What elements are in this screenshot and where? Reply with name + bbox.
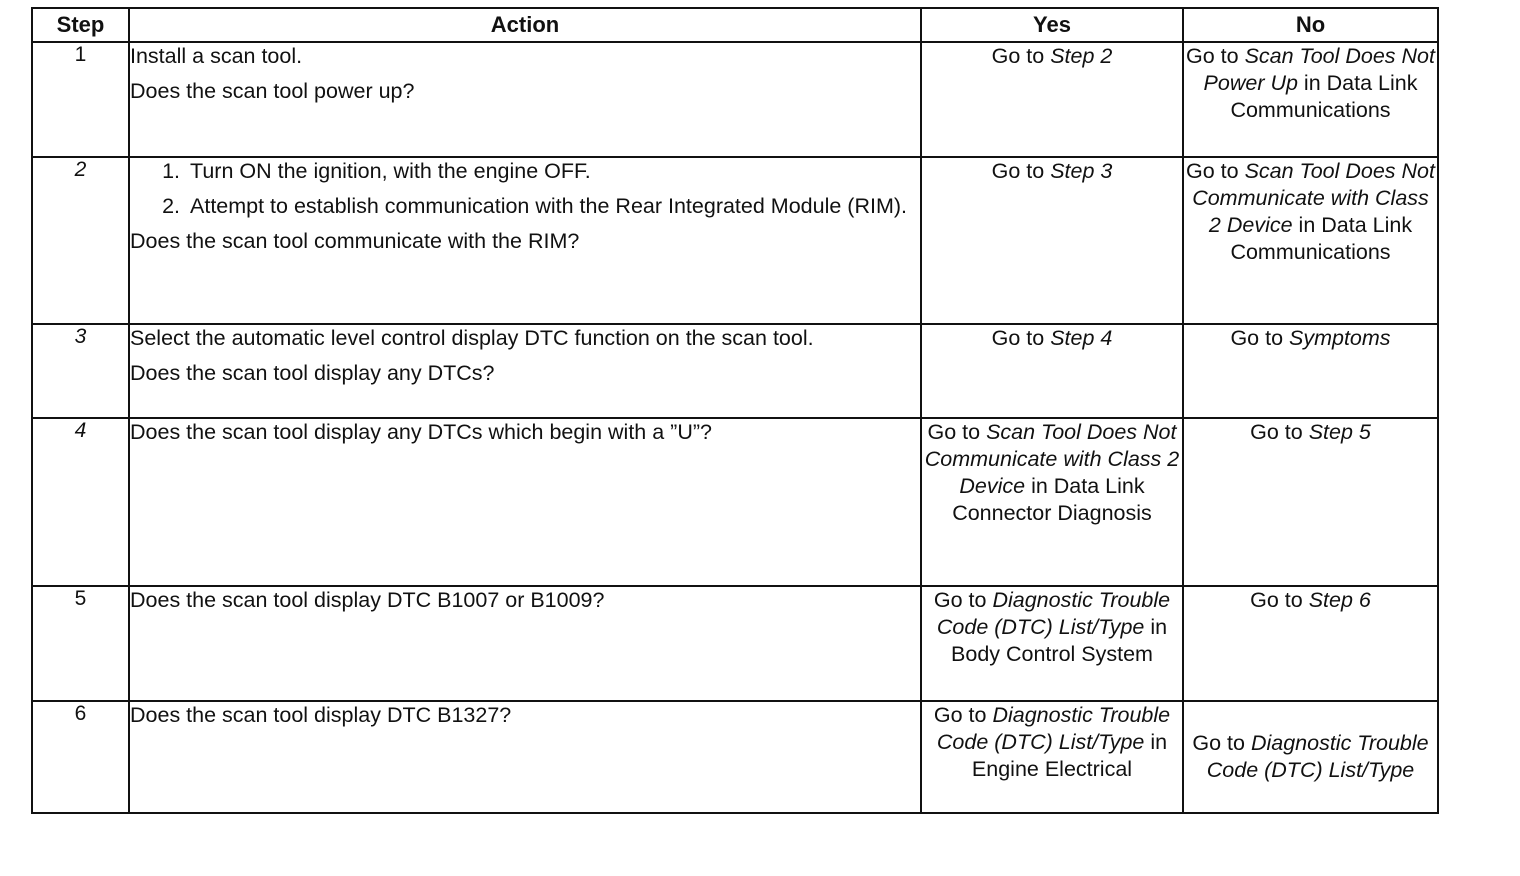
step-number: 6	[32, 701, 129, 813]
header-step: Step	[32, 8, 129, 42]
no-suffix: in Data Link Communications	[1230, 213, 1413, 264]
yes-link[interactable]: Step 3	[1050, 159, 1113, 183]
yes-suffix: in Engine Electrical	[971, 730, 1168, 781]
step-number: 1	[32, 42, 129, 157]
action-text: Select the automatic level control display DTC function on the scan tool.	[130, 326, 814, 350]
yes-suffix: in Body Control System	[951, 615, 1168, 666]
yes-prefix: Go to	[991, 326, 1051, 350]
no-cell	[1183, 701, 1438, 813]
no-link[interactable]: Diagnostic Trouble Code (DTC) List/Type	[1206, 731, 1429, 782]
header-row	[32, 8, 1438, 42]
no-cell	[1183, 324, 1438, 418]
no-prefix: Go to	[1186, 44, 1245, 68]
yes-cell	[921, 157, 1183, 324]
no-cell	[1183, 42, 1438, 157]
yes-prefix: Go to	[933, 588, 993, 612]
no-link[interactable]: Scan Tool Does Not Power Up	[1203, 44, 1435, 95]
action-cell	[129, 324, 921, 418]
header-no: No	[1183, 8, 1438, 42]
action-steps-list	[130, 158, 920, 220]
yes-cell	[921, 586, 1183, 701]
yes-prefix: Go to	[927, 420, 987, 444]
action-question: Does the scan tool display DTC B1007 or B1009?	[130, 588, 605, 612]
no-link[interactable]: Step 6	[1308, 588, 1371, 612]
header-action: Action	[129, 8, 921, 42]
yes-link[interactable]: Scan Tool Does Not Communicate with Class 2 Device	[924, 420, 1180, 498]
diagnostic-table	[31, 7, 1439, 814]
table-row	[32, 418, 1438, 586]
no-prefix: Go to	[1250, 420, 1309, 444]
action-question: Does the scan tool display DTC B1327?	[130, 703, 512, 727]
no-prefix: Go to	[1186, 159, 1245, 183]
yes-link[interactable]: Diagnostic Trouble Code (DTC) List/Type	[936, 703, 1171, 754]
step-number: 4	[32, 418, 129, 586]
no-cell	[1183, 418, 1438, 586]
action-cell	[129, 586, 921, 701]
yes-prefix: Go to	[933, 703, 993, 727]
yes-link[interactable]: Diagnostic Trouble Code (DTC) List/Type	[936, 588, 1171, 639]
yes-cell	[921, 701, 1183, 813]
no-cell	[1183, 586, 1438, 701]
yes-cell	[921, 42, 1183, 157]
step-number: 2	[32, 157, 129, 324]
table-row	[32, 324, 1438, 418]
no-link[interactable]: Step 5	[1308, 420, 1371, 444]
action-text: Install a scan tool.	[130, 44, 303, 68]
yes-prefix: Go to	[991, 44, 1051, 68]
action-step-item: 1. Turn ON the ignition, with the engine OFF.	[186, 158, 920, 185]
table-row	[32, 701, 1438, 813]
yes-link[interactable]: Step 2	[1050, 44, 1113, 68]
yes-cell	[921, 324, 1183, 418]
step-number: 3	[32, 324, 129, 418]
action-question: Does the scan tool display any DTCs which begin with a ”U”?	[130, 420, 712, 444]
table-row	[32, 157, 1438, 324]
action-question: Does the scan tool display any DTCs?	[130, 361, 495, 385]
no-prefix: Go to	[1230, 326, 1289, 350]
action-cell	[129, 157, 921, 324]
no-link[interactable]: Symptoms	[1289, 326, 1391, 350]
action-cell	[129, 418, 921, 586]
action-question: Does the scan tool communicate with the RIM?	[130, 229, 580, 253]
no-cell	[1183, 157, 1438, 324]
header-yes: Yes	[921, 8, 1183, 42]
step-number: 5	[32, 586, 129, 701]
yes-link[interactable]: Step 4	[1050, 326, 1113, 350]
yes-suffix: in Data Link Connector Diagnosis	[952, 474, 1152, 525]
action-cell	[129, 42, 921, 157]
no-prefix: Go to	[1192, 731, 1251, 755]
action-step-item: 2. Attempt to establish communication with the Rear Integrated Module (RIM).	[186, 193, 920, 220]
action-cell	[129, 701, 921, 813]
yes-cell	[921, 418, 1183, 586]
no-link[interactable]: Scan Tool Does Not Communicate with Class 2 Device	[1192, 159, 1435, 237]
table-row	[32, 42, 1438, 157]
no-suffix: in Data Link Communications	[1230, 71, 1418, 122]
yes-prefix: Go to	[991, 159, 1051, 183]
no-prefix: Go to	[1250, 588, 1309, 612]
table-row	[32, 586, 1438, 701]
action-question: Does the scan tool power up?	[130, 79, 415, 103]
